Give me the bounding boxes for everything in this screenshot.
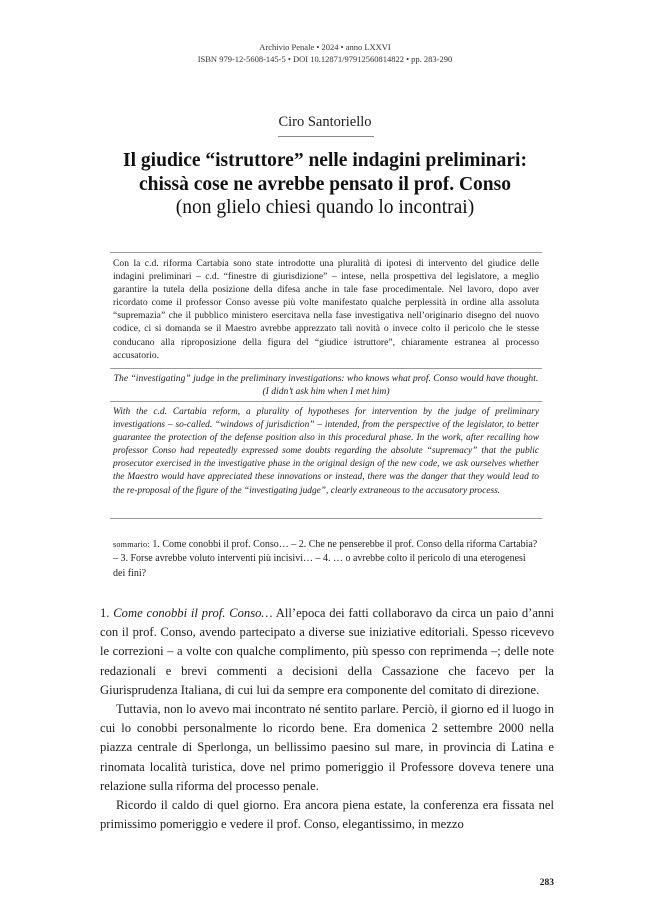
section-number: 1. <box>100 606 114 620</box>
body-paragraph-3: Ricordo il caldo di quel giorno. Era ancora piena estate, la conferenza era fissata nel primissimo pomeriggio e vedere il prof. Conso, elegantissimo, in mezzo <box>100 798 554 832</box>
english-title-top-rule <box>110 368 542 369</box>
author-divider <box>278 136 374 137</box>
journal-header <box>0 42 650 65</box>
abstract-english: With the c.d. Cartabia reform, a plurality of hypotheses for intervention by the judge of preliminary investigations – so-called. “windows of jurisdiction” – intended, from the perspective of the legislator, to better guarantee the protection of the defense position also in this procedural phase. In the work, after recalling how professor Conso had repeatedly expressed some doubts regarding the absolute “supremacy” that the public prosecutor exercised in the investigative phase in the original design of the new code, we ask ourselves whether the Maestro would have appreciated these innovations or instead, there was the danger that they would lead to the re-proposal of the figure of the “investigating judge”, clearly extraneous to the accusatory process. <box>113 407 539 496</box>
article-body <box>100 604 554 834</box>
title-line-3: (non glielo chiesi quando lo incontrai) <box>175 197 475 218</box>
author-name: Ciro Santoriello <box>278 114 372 130</box>
summary-text: 1. Come conobbi il prof. Conso… – 2. Che ne penserebbe il prof. Conso della riforma Cartabia? – 3. Forse avrebbe voluto interventi più incisivi… – 4. … o avrebbe colto il pericolo di una eterogenesi dei fini? <box>113 539 538 579</box>
abstract-bottom-rule <box>110 518 542 519</box>
body-paragraph-2: Tuttavia, non lo avevo mai incontrato né sentito parlare. Perciò, il giorno ed il luogo in cui lo conobbi personalmente lo ricordo bene. Era domenica 2 settembre 2000 nella piazza centrale di Sperlonga, un bellissimo paesino sul mare, in provincia di Latina e rinomata località turistica, dove nel primo pomeriggio il Professore doveva tenere una relazione sulla riforma del processo penale. <box>100 702 554 793</box>
journal-info: Archivio Penale • 2024 • anno LXXVI <box>259 42 391 52</box>
section-heading: Come conobbi il prof. Conso… <box>113 606 273 620</box>
english-title-bottom-rule <box>110 401 542 402</box>
abstract-italian: Con la c.d. riforma Cartabia sono state introdotte una pluralità di ipotesi di intervento del giudice delle indagini preliminari – c.d. “finestre di giurisdizione” – intese, nella prospettiva del legislatore, a meglio garantire la tutela della posizione della difesa anche in tale fase procedimentale. Nel lavoro, dopo aver ricordato come il professor Conso avesse più volte manifestato qualche perplessità in ordine alla assoluta “supremazia” che il pubblico ministero esercitava nella fase investigativa nell’originario disegno del nuovo codice, ci si domanda se il Maestro avrebbe apprezzato tali novità o invece colto il pericolo che le stesse conducano alla riproposizione della figura del “giudice istruttore”, chiaramente estranea al processo accusatorio. <box>113 258 539 361</box>
page-number: 283 <box>539 878 554 888</box>
summary-block <box>113 538 539 581</box>
body-paragraph-1 <box>100 604 554 700</box>
title-line-2: chissà cose ne avrebbe pensato il prof. Conso <box>139 173 511 195</box>
paragraph-1-text: All’epoca dei fatti collaboravo da circa un paio d’anni con il prof. Conso, avendo partecipato a diverse sue iniziative editoriali. Spesso ricevevo le correzioni – a volte con qualche complimento, più spesso con reprimenda –; delle note redazionali e brevi commenti a decisioni della Cassazione che facevo per la Giurisprudenza Italiana, di cui lui da sempre era componente del comitato di direzione. <box>100 606 554 697</box>
article-title <box>60 149 590 220</box>
summary-label: sommario: <box>113 540 150 549</box>
isbn-doi-line: ISBN 979-12-5608-145-5 • DOI 10.12871/97912560814822 • pp. 283-290 <box>197 53 453 64</box>
english-title: The “investigating” judge in the preliminary investigations: who knows what prof. Conso would have thought. (I didn’t ask him when I met him) <box>113 373 539 398</box>
abstract-top-rule <box>110 252 542 253</box>
title-line-1: Il giudice “istruttore” nelle indagini preliminari: <box>123 150 527 171</box>
